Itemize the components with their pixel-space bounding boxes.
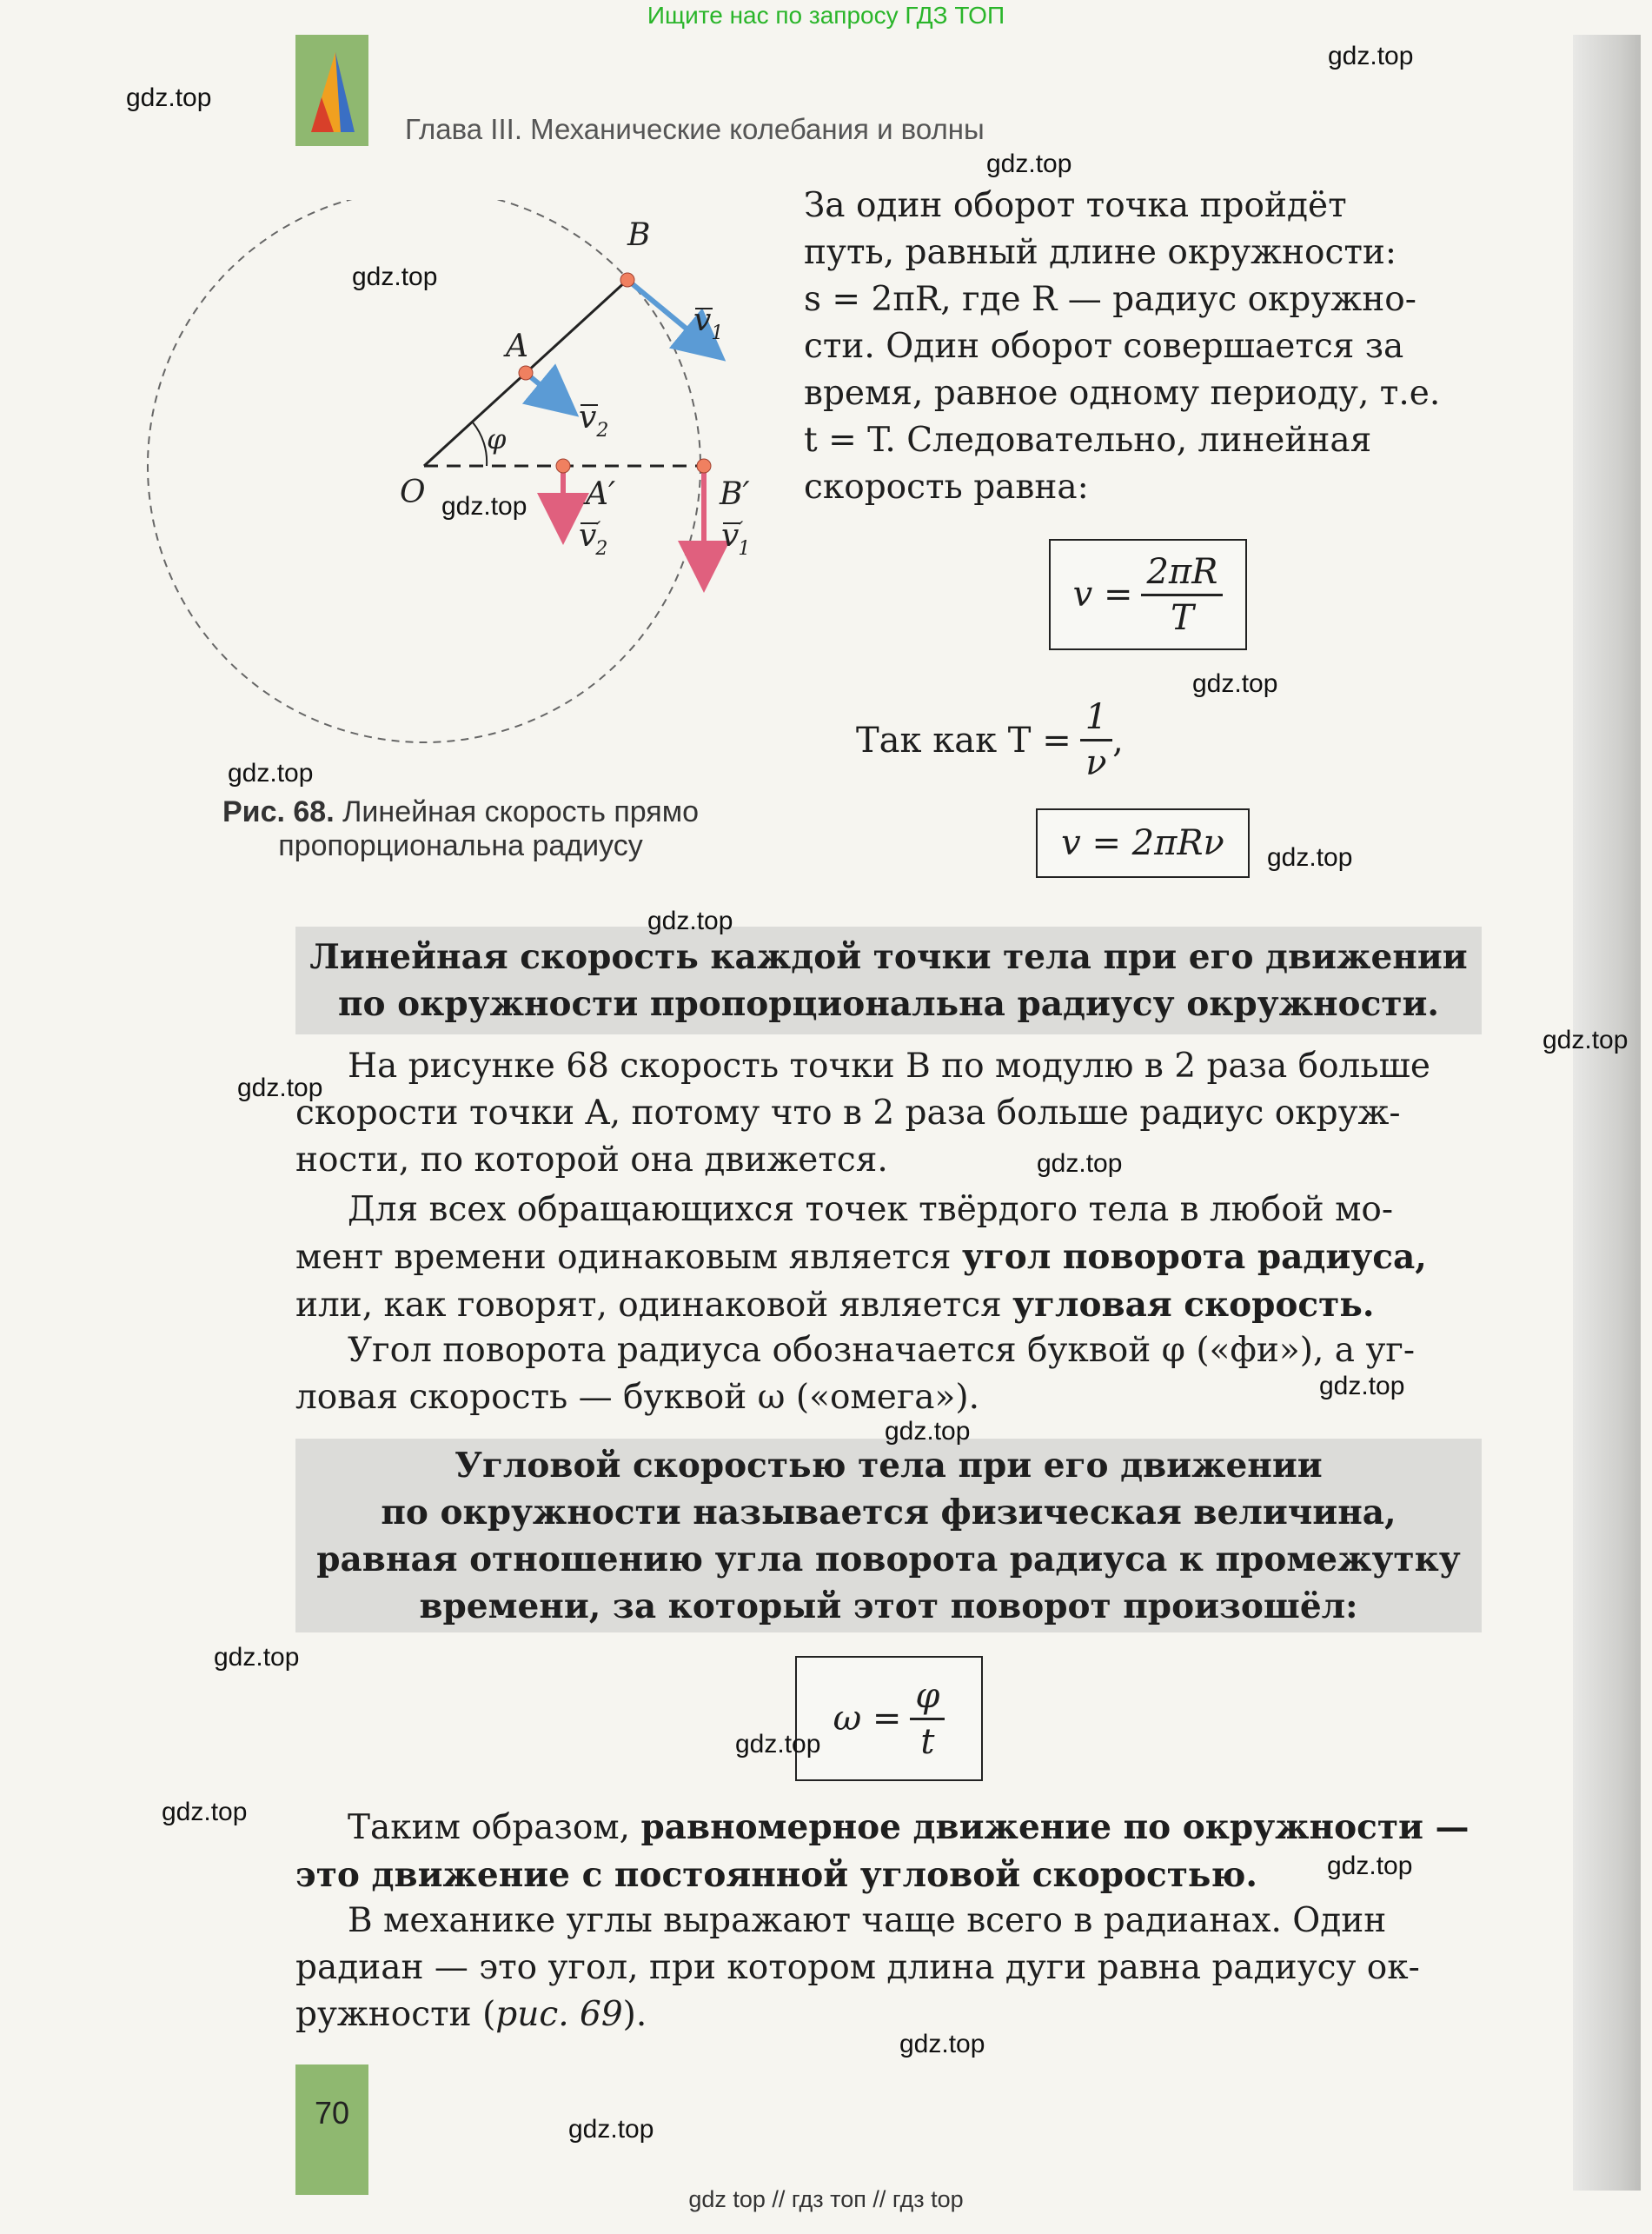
- watermark[interactable]: gdz.top: [352, 263, 438, 291]
- caption-line-2: пропорциональна радиусу: [278, 829, 643, 862]
- formula-linear-speed: [1049, 539, 1247, 650]
- intro-line: s = 2πR, где R — радиус окружно-: [804, 280, 1416, 319]
- formula-linear-speed-frequency: v = 2πRν: [1036, 808, 1250, 878]
- watermark[interactable]: gdz.top: [647, 907, 733, 935]
- watermark[interactable]: gdz.top: [568, 2115, 654, 2144]
- chapter-title: Глава III. Механические колебания и волны: [405, 113, 985, 145]
- label-v2-prime: v′ 2: [579, 518, 608, 560]
- rule-box-linear-speed: [295, 927, 1482, 1034]
- page-number: 70: [314, 2095, 350, 2131]
- watermark[interactable]: gdz.top: [126, 83, 212, 112]
- paragraph-line: На рисунке 68 скорость точки B по модулю в 2 раза больше: [348, 1047, 1430, 1086]
- watermark[interactable]: gdz.top: [1192, 669, 1278, 698]
- figure-reference-link[interactable]: рис. 69: [495, 1995, 623, 2034]
- watermark[interactable]: gdz.top: [228, 759, 314, 788]
- point-a-prime: [556, 459, 570, 473]
- chapter-logo-icon: [295, 35, 368, 146]
- caption-line-1: Линейная скорость прямо: [342, 795, 699, 828]
- term-rotation-angle: угол поворота радиуса,: [961, 1237, 1427, 1277]
- watermark[interactable]: gdz.top: [1543, 1026, 1629, 1054]
- intro-line: сти. Один оборот совершается за: [804, 327, 1404, 366]
- rule-line: по окружности пропорциональна радиусу окружности.: [338, 984, 1439, 1024]
- point-b: [620, 273, 634, 287]
- label-o: O: [400, 475, 426, 510]
- angle-arc: [473, 422, 487, 466]
- watermark[interactable]: gdz.top: [1327, 1852, 1413, 1880]
- label-a-prime: A′: [586, 476, 616, 512]
- paragraph-symbols: [295, 1327, 1482, 1421]
- intro-line: путь, равный длине окружности:: [804, 233, 1397, 272]
- label-phi: φ: [487, 422, 507, 455]
- watermark[interactable]: gdz.top: [885, 1417, 971, 1446]
- velocity-arrow-v2: [526, 373, 571, 410]
- paragraph-line: ности, по которой она движется.: [295, 1140, 888, 1180]
- rule-line: равная отношению угла поворота радиуса к промежутку: [316, 1539, 1461, 1579]
- chapter-tab: [295, 35, 368, 146]
- paragraph-line: В механике углы выражают чаще всего в радианах. Один: [348, 1901, 1387, 1940]
- paragraph-line: радиан — это угол, при котором длина дуги равна радиусу ок-: [295, 1948, 1420, 1987]
- watermark[interactable]: gdz.top: [1319, 1372, 1405, 1400]
- formula-denominator: T: [1171, 597, 1194, 638]
- paragraph-line: Угол поворота радиуса обозначается буквой φ («фи»), а уг-: [348, 1331, 1416, 1370]
- formula-lhs: v =: [1072, 575, 1133, 615]
- watermark[interactable]: gdz.top: [441, 492, 527, 521]
- label-b: B: [627, 217, 651, 253]
- rule-box-angular-speed: [295, 1439, 1482, 1632]
- formula-angular-speed: [795, 1656, 983, 1781]
- watermark[interactable]: gdz.top: [162, 1798, 248, 1826]
- figure-68-diagram: [139, 200, 765, 765]
- rule-line: Угловой скоростью тела при его движении: [454, 1445, 1323, 1486]
- rule-line: по окружности называется физическая величина,: [381, 1492, 1397, 1533]
- intro-line: время, равное одному периоду, т.е.: [804, 374, 1441, 413]
- since-text: Так как T =: [856, 720, 1071, 761]
- label-v1-prime: v′ 1: [721, 518, 751, 560]
- rule-line: времени, за который этот поворот произошёл:: [419, 1586, 1358, 1626]
- watermark[interactable]: gdz.top: [899, 2030, 985, 2058]
- paragraph-line: Для всех обращающихся точек твёрдого тела в любой мо-: [348, 1190, 1394, 1229]
- watermark[interactable]: gdz.top: [986, 150, 1072, 178]
- rule-line: Линейная скорость каждой точки тела при его движении: [309, 937, 1468, 977]
- formula-numerator: 2πR: [1141, 550, 1223, 596]
- paragraph-line: ловая скорость — буквой ω («омега»).: [295, 1378, 980, 1417]
- label-b-prime: B′: [720, 476, 750, 512]
- paragraph-line: мент времени одинаковым является угол поворота радиуса,: [295, 1237, 1427, 1277]
- label-v1: $v_1$: [693, 303, 724, 344]
- since-period-formula: [856, 695, 1124, 785]
- paragraph-radian: [295, 1898, 1482, 2038]
- paragraph-line: Таким образом, равномерное движение по окружности —: [348, 1807, 1470, 1847]
- label-a: A: [506, 329, 528, 364]
- point-a: [519, 366, 533, 380]
- intro-line: За один оборот точка пройдёт: [804, 186, 1347, 225]
- page-edge-shadow: [1573, 35, 1641, 2191]
- watermark[interactable]: gdz.top: [1328, 42, 1414, 70]
- top-banner[interactable]: Ищите нас по запросу ГДЗ ТОП: [647, 2, 1005, 29]
- watermark[interactable]: gdz.top: [735, 1730, 821, 1759]
- watermark[interactable]: gdz.top: [1267, 843, 1353, 872]
- watermark[interactable]: gdz.top: [214, 1643, 300, 1672]
- since-numerator: 1: [1080, 695, 1112, 741]
- term-constant-angular-speed: это движение с постоянной угловой скоростью.: [295, 1855, 1257, 1895]
- intro-paragraph: [804, 183, 1482, 511]
- bottom-links[interactable]: gdz top // гдз топ // гдз top: [688, 2186, 964, 2212]
- paragraph-line: [295, 1852, 1482, 1899]
- term-angular-velocity: угловая скорость.: [1012, 1285, 1375, 1325]
- intro-line: скорость равна:: [804, 468, 1089, 507]
- formula-lhs: ω =: [833, 1699, 902, 1739]
- since-denominator: ν: [1085, 743, 1107, 783]
- watermark[interactable]: gdz.top: [1037, 1149, 1123, 1178]
- term-uniform-motion: равномерное движение по окружности —: [640, 1807, 1470, 1847]
- paragraph-line: или, как говорят, одинаковой является угловая скорость.: [295, 1285, 1375, 1325]
- since-comma: ,: [1112, 720, 1124, 761]
- paragraph-line: ружности (рис. 69).: [295, 1995, 647, 2034]
- caption-label: Рис. 68.: [222, 795, 335, 828]
- watermark[interactable]: gdz.top: [237, 1074, 323, 1102]
- point-b-prime: [697, 459, 711, 473]
- paragraph-line: скорости точки A, потому что в 2 раза больше радиус окруж-: [295, 1094, 1401, 1133]
- intro-line: t = T. Следовательно, линейная: [804, 421, 1372, 460]
- label-v2: $v_2$: [579, 400, 609, 442]
- formula-numerator: φ: [910, 1674, 945, 1720]
- paragraph-uniform-motion: [295, 1804, 1482, 1899]
- figure-caption: [174, 795, 747, 863]
- formula-denominator: t: [920, 1721, 935, 1762]
- paragraph-angle-rotation: [295, 1187, 1482, 1329]
- paragraph-figure-explanation: [295, 1043, 1482, 1184]
